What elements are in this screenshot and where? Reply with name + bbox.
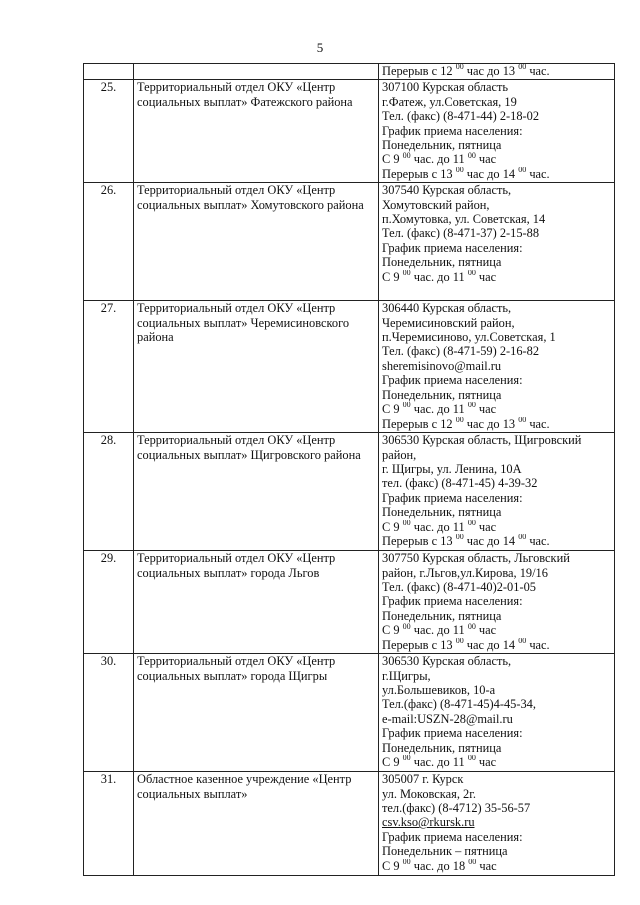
contact-line xyxy=(382,316,611,330)
contact-text: Перерыв с 13 xyxy=(382,637,456,652)
contact-line xyxy=(382,859,611,873)
contact-text: час до 14 xyxy=(463,637,519,652)
time-minutes: 00 xyxy=(455,534,464,542)
time-minutes: 00 xyxy=(402,519,411,528)
contact-text: Тел. (факс) (8-471-40)2-01-05 xyxy=(382,580,536,595)
row-number: 28. xyxy=(84,433,134,551)
contact-text: Перерыв с 12 xyxy=(382,416,456,431)
contact-text: тел. (факс) (8-471-45) 4-39-32 xyxy=(382,476,538,491)
contact-line xyxy=(382,417,611,431)
time-minutes: 00 xyxy=(402,858,411,866)
contact-text: 307540 Курская область, xyxy=(382,183,512,198)
contact-line xyxy=(382,270,611,284)
contact-line xyxy=(382,448,611,462)
contact-line xyxy=(382,609,611,623)
contact-line xyxy=(382,726,611,740)
office-contact xyxy=(379,772,615,876)
office-name: Территориальный отдел ОКУ «Центр социальных выплат» города Льгов xyxy=(134,551,379,654)
contact-line xyxy=(382,95,611,109)
contact-line xyxy=(382,402,611,416)
contact-line xyxy=(382,638,611,652)
contact-line xyxy=(382,669,611,683)
contact-text: час. до 11 xyxy=(410,152,468,167)
office-contact xyxy=(379,301,615,433)
time-minutes: 00 xyxy=(518,166,527,175)
table-row xyxy=(84,80,615,183)
contact-line xyxy=(382,344,611,358)
contact-text: Перерыв с 13 xyxy=(382,534,456,549)
contact-text: час. до 11 xyxy=(410,269,468,284)
contact-text: С 9 xyxy=(382,754,403,769)
table-row xyxy=(84,301,615,433)
time-minutes: 00 xyxy=(455,416,464,424)
table-row xyxy=(84,551,615,654)
email-link[interactable] xyxy=(382,815,611,829)
contact-line xyxy=(382,566,611,580)
time-minutes: 00 xyxy=(468,858,477,866)
contact-line xyxy=(382,844,611,858)
contact-text: Перерыв с 12 xyxy=(382,64,456,78)
time-minutes: 00 xyxy=(402,402,411,410)
contact-text: Понедельник, пятница xyxy=(382,387,502,402)
row-number: 26. xyxy=(84,183,134,301)
contact-line xyxy=(382,551,611,565)
contact-text: Понедельник – пятница xyxy=(382,844,508,859)
contact-text: Понедельник, пятница xyxy=(382,138,502,153)
contact-text: Перерыв с 13 xyxy=(382,166,456,181)
contact-line xyxy=(382,772,611,786)
contact-text: п.Черемисиново, ул.Советская, 1 xyxy=(382,330,556,345)
contact-line xyxy=(382,787,611,801)
contact-text: час xyxy=(475,754,497,769)
contact-text: г.Щигры, xyxy=(382,668,431,683)
row-number: 30. xyxy=(84,654,134,772)
office-contact xyxy=(379,80,615,183)
contact-text: График приема населения: xyxy=(382,240,523,255)
contact-text: час xyxy=(475,269,497,284)
office-name: Территориальный отдел ОКУ «Центр социальных выплат» Щигровского района xyxy=(134,433,379,551)
offices-table xyxy=(83,63,615,876)
time-minutes: 00 xyxy=(518,637,527,646)
contact-text: час. xyxy=(526,64,550,78)
contact-text: Понедельник, пятница xyxy=(382,608,502,623)
contact-line xyxy=(382,433,611,447)
table-row xyxy=(84,64,615,80)
time-minutes: 00 xyxy=(402,269,411,278)
table-row xyxy=(84,772,615,876)
contact-text: час. xyxy=(526,534,550,549)
contact-text: п.Хомутовка, ул. Советская, 14 xyxy=(382,212,546,227)
contact-text: час xyxy=(475,623,497,638)
offices-table-body xyxy=(84,64,615,876)
contact-text: час. до 11 xyxy=(410,754,468,769)
time-minutes: 00 xyxy=(402,754,411,763)
contact-text: Тел. (факс) (8-471-59) 2-16-82 xyxy=(382,344,540,359)
contact-text: район, г.Льгов,ул.Кирова, 19/16 xyxy=(382,565,548,580)
contact-line xyxy=(382,623,611,637)
contact-text: час. до 11 xyxy=(410,402,468,417)
time-minutes: 00 xyxy=(455,637,464,646)
office-name: Территориальный отдел ОКУ «Центр социальных выплат» Черемисиновского района xyxy=(134,301,379,433)
contact-text: С 9 xyxy=(382,269,403,284)
contact-text: График приема населения: xyxy=(382,373,523,388)
table-row xyxy=(84,433,615,551)
contact-line xyxy=(382,830,611,844)
contact-text: 305007 г. Курск xyxy=(382,772,464,787)
contact-text: 306440 Курская область, xyxy=(382,301,512,316)
contact-text: час. до 18 xyxy=(410,858,469,873)
contact-text: Хомутовский район, xyxy=(382,197,490,212)
contact-line xyxy=(382,594,611,608)
contact-line xyxy=(382,301,611,315)
contact-text: График приема населения: xyxy=(382,490,523,505)
contact-text: Тел.(факс) (8-471-45)4-45-34, xyxy=(382,697,536,712)
office-contact xyxy=(379,64,615,80)
office-name xyxy=(134,64,379,80)
contact-line xyxy=(382,167,611,181)
row-number: 31. xyxy=(84,772,134,876)
contact-line xyxy=(382,152,611,166)
row-number: 25. xyxy=(84,80,134,183)
contact-line xyxy=(382,654,611,668)
contact-text: С 9 xyxy=(382,858,403,873)
contact-text: Тел. (факс) (8-471-37) 2-15-88 xyxy=(382,226,540,241)
contact-text: час до 13 xyxy=(463,64,519,78)
time-minutes: 00 xyxy=(518,534,527,542)
contact-line xyxy=(382,388,611,402)
contact-text: тел.(факс) (8-4712) 35-56-57 xyxy=(382,800,531,815)
contact-text: час до 13 xyxy=(463,416,519,431)
contact-line xyxy=(382,741,611,755)
contact-text: Понедельник, пятница xyxy=(382,740,502,755)
contact-text: sheremisinovo@mail.ru xyxy=(382,358,502,373)
contact-text: Черемисиновский район, xyxy=(382,315,515,330)
contact-text: час xyxy=(475,402,497,417)
contact-line xyxy=(382,212,611,226)
time-minutes: 00 xyxy=(467,519,476,528)
contact-line xyxy=(382,359,611,373)
contact-line xyxy=(382,801,611,815)
contact-text: Понедельник, пятница xyxy=(382,505,502,520)
contact-text: 307750 Курская область, Льговский xyxy=(382,551,570,566)
contact-text: час xyxy=(476,858,497,873)
time-minutes: 00 xyxy=(467,269,476,278)
contact-text: район, xyxy=(382,447,417,462)
office-contact xyxy=(379,654,615,772)
contact-text: График приема населения: xyxy=(382,726,523,741)
contact-line xyxy=(382,226,611,240)
time-minutes: 00 xyxy=(467,754,476,763)
contact-line xyxy=(382,255,611,269)
time-minutes: 00 xyxy=(455,166,464,175)
contact-text: csv.kso@rkursk.ru xyxy=(382,815,475,830)
contact-line xyxy=(382,183,611,197)
contact-text: час. xyxy=(526,166,550,181)
contact-line xyxy=(382,755,611,769)
contact-line xyxy=(382,198,611,212)
time-minutes: 00 xyxy=(518,416,527,424)
office-contact xyxy=(379,551,615,654)
contact-line xyxy=(382,580,611,594)
contact-text: С 9 xyxy=(382,623,403,638)
contact-text: 307100 Курская область xyxy=(382,80,509,95)
row-number: 29. xyxy=(84,551,134,654)
page-number: 5 xyxy=(316,40,324,55)
office-contact xyxy=(379,433,615,551)
time-minutes: 00 xyxy=(467,623,476,631)
contact-text: График приема населения: xyxy=(382,123,523,138)
contact-line xyxy=(382,373,611,387)
contact-line xyxy=(382,241,611,255)
time-minutes: 00 xyxy=(467,152,476,160)
contact-line xyxy=(382,124,611,138)
contact-text: С 9 xyxy=(382,402,403,417)
contact-text: График приема населения: xyxy=(382,594,523,609)
contact-text: час xyxy=(475,519,497,534)
contact-text: час. xyxy=(526,416,550,431)
office-name: Территориальный отдел ОКУ «Центр социальных выплат» Хомутовского района xyxy=(134,183,379,301)
time-minutes: 00 xyxy=(518,64,527,72)
contact-line xyxy=(382,80,611,94)
contact-line xyxy=(382,491,611,505)
contact-text: час xyxy=(475,152,497,167)
contact-text: г.Фатеж, ул.Советская, 19 xyxy=(382,94,517,109)
contact-line xyxy=(382,476,611,490)
contact-text: 306530 Курская область, Щигровский xyxy=(382,433,582,448)
contact-text: С 9 xyxy=(382,519,403,534)
contact-text: С 9 xyxy=(382,152,403,167)
contact-text: e-mail:USZN-28@mail.ru xyxy=(382,711,513,726)
contact-text: Понедельник, пятница xyxy=(382,255,502,270)
table-row xyxy=(84,183,615,301)
contact-line xyxy=(382,109,611,123)
office-name: Областное казенное учреждение «Центр социальных выплат» xyxy=(134,772,379,876)
contact-text: час. до 11 xyxy=(410,623,468,638)
contact-text: Тел. (факс) (8-471-44) 2-18-02 xyxy=(382,109,540,124)
contact-line xyxy=(382,697,611,711)
contact-line xyxy=(382,534,611,548)
row-number xyxy=(84,64,134,80)
contact-line xyxy=(382,462,611,476)
contact-line xyxy=(382,712,611,726)
contact-text: ул.Большевиков, 10-а xyxy=(382,682,496,697)
table-row xyxy=(84,654,615,772)
contact-text: час. xyxy=(526,637,550,652)
contact-line xyxy=(382,520,611,534)
contact-text: г. Щигры, ул. Ленина, 10А xyxy=(382,462,522,477)
contact-text: График приема населения: xyxy=(382,829,523,844)
time-minutes: 00 xyxy=(455,64,464,72)
office-name: Территориальный отдел ОКУ «Центр социальных выплат» Фатежского района xyxy=(134,80,379,183)
contact-text: ул. Моковская, 2г. xyxy=(382,786,476,801)
contact-line xyxy=(382,683,611,697)
contact-line xyxy=(382,505,611,519)
office-name: Территориальный отдел ОКУ «Центр социальных выплат» города Щигры xyxy=(134,654,379,772)
row-number: 27. xyxy=(84,301,134,433)
contact-text: час. до 11 xyxy=(410,519,468,534)
contact-text: час до 14 xyxy=(463,534,519,549)
office-contact xyxy=(379,183,615,301)
time-minutes: 00 xyxy=(467,402,476,410)
contact-text: час до 14 xyxy=(463,166,519,181)
time-minutes: 00 xyxy=(402,623,411,631)
contact-text: 306530 Курская область, xyxy=(382,654,512,669)
contact-line xyxy=(382,138,611,152)
contact-line xyxy=(382,330,611,344)
time-minutes: 00 xyxy=(402,152,411,160)
contact-line xyxy=(382,64,611,78)
